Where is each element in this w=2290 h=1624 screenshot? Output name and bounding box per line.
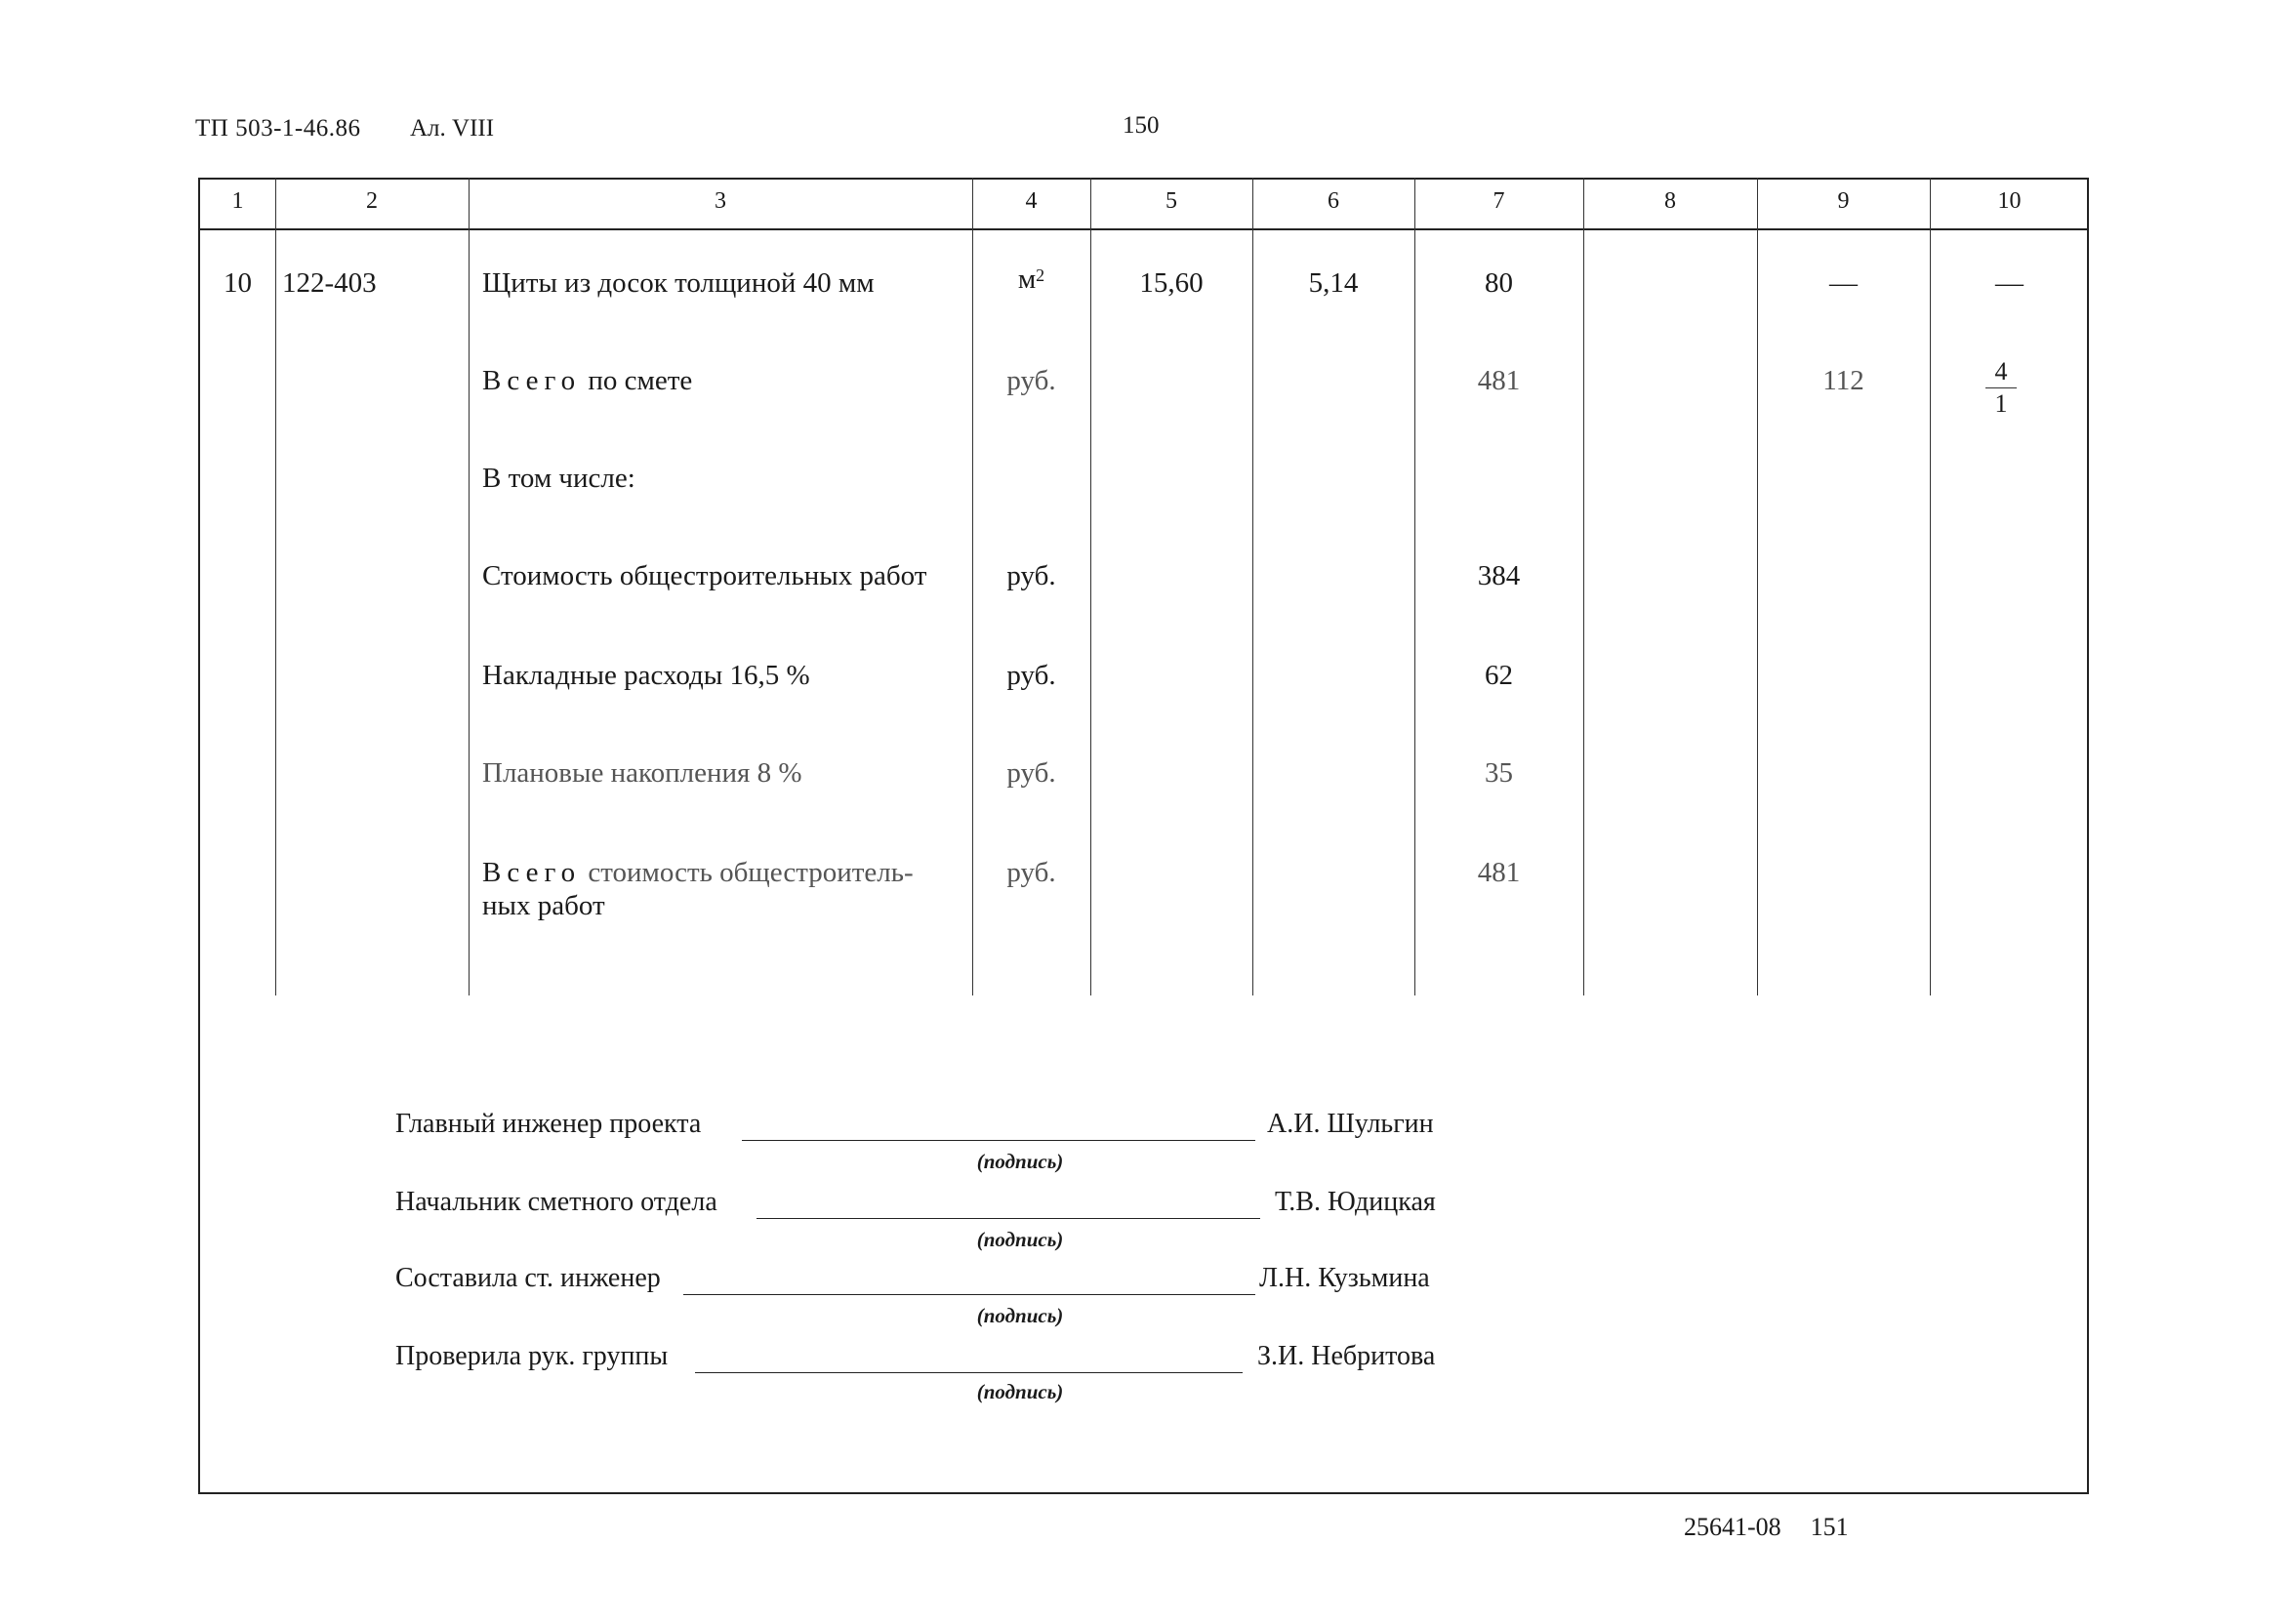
column-header: 4 <box>1025 188 1038 214</box>
item-col5: 15,60 <box>1139 267 1204 299</box>
page-number: 150 <box>1123 112 1160 139</box>
signature-caption: (подпись) <box>976 1380 1064 1403</box>
overhead-label: Накладные расходы 16,5 % <box>482 660 810 691</box>
column-divider <box>275 178 276 995</box>
total-col7: 481 <box>1477 365 1521 396</box>
signature-caption: (подпись) <box>976 1228 1064 1251</box>
signature-line <box>757 1218 1260 1219</box>
column-header: 9 <box>1837 188 1850 214</box>
column-header: 7 <box>1493 188 1505 214</box>
signature-caption: (подпись) <box>976 1304 1064 1327</box>
construction-cost-col7: 384 <box>1477 560 1521 591</box>
total-construction-col7: 481 <box>1477 857 1521 888</box>
construction-cost-label: Стоимость общестроительных работ <box>482 560 927 591</box>
planned-savings-unit: руб. <box>1006 757 1056 789</box>
footer-page-number: 151 <box>1810 1513 1849 1541</box>
column-header: 6 <box>1328 188 1339 214</box>
total-col10-fraction <box>1972 358 2030 418</box>
row-number: 10 <box>224 267 252 299</box>
signature-role: Проверила рук. группы <box>395 1341 669 1371</box>
column-header: 8 <box>1664 188 1676 214</box>
page-footer <box>1684 1513 1878 1542</box>
total-construction-label: Всего стоимость общестроитель- <box>482 857 914 888</box>
signature-name: Т.В. Юдицкая <box>1275 1187 1436 1217</box>
signature-name: З.И. Небритова <box>1257 1341 1436 1371</box>
footer-doc-number: 25641-08 <box>1684 1513 1781 1541</box>
planned-savings-label: Плановые накопления 8 % <box>482 757 802 789</box>
item-unit: $м^2$ <box>1017 264 1045 295</box>
column-divider <box>1090 178 1091 995</box>
column-header: 5 <box>1165 188 1177 214</box>
column-divider <box>1757 178 1758 995</box>
signature-name: Л.Н. Кузьмина <box>1259 1263 1430 1293</box>
column-header: 10 <box>1997 188 2022 214</box>
total-unit: руб. <box>1006 365 1056 396</box>
signature-line <box>695 1372 1243 1373</box>
item-col6: 5,14 <box>1308 267 1359 299</box>
overhead-unit: руб. <box>1006 660 1056 691</box>
column-divider <box>1252 178 1253 995</box>
total-construction-unit: руб. <box>1006 857 1056 888</box>
signature-line <box>683 1294 1255 1295</box>
construction-cost-unit: руб. <box>1006 560 1056 591</box>
signature-name: А.И. Шульгин <box>1267 1109 1434 1139</box>
item-col7: 80 <box>1485 267 1513 299</box>
total-construction-label-line2: ных работ <box>482 890 605 921</box>
total-col9: 112 <box>1822 365 1864 396</box>
column-divider <box>1583 178 1584 995</box>
item-code: 122-403 <box>282 267 377 299</box>
column-header: 2 <box>366 188 378 214</box>
fraction-numerator: 4 <box>1985 358 2017 388</box>
column-header: 1 <box>231 188 244 214</box>
signature-role: Начальник сметного отдела <box>395 1187 717 1217</box>
column-divider <box>1930 178 1931 995</box>
overhead-col7: 62 <box>1485 660 1513 691</box>
signature-line <box>742 1140 1255 1141</box>
column-divider <box>469 178 470 995</box>
item-col10: — <box>1995 267 2024 299</box>
document-code: ТП 503-1-46.86 <box>195 115 361 142</box>
planned-savings-col7: 35 <box>1485 757 1513 789</box>
signature-role: Главный инженер проекта <box>395 1109 702 1139</box>
signature-caption: (подпись) <box>976 1150 1064 1173</box>
sheet-label: Ал. VIII <box>410 115 495 142</box>
item-col9: — <box>1829 267 1858 299</box>
item-name: Щиты из досок толщиной 40 мм <box>482 267 875 299</box>
fraction-denominator: 1 <box>1994 389 2008 418</box>
column-header: 3 <box>715 188 726 214</box>
signature-role: Составила ст. инженер <box>395 1263 661 1293</box>
total-label: Всего по смете <box>482 365 693 396</box>
including-label: В том числе: <box>482 463 635 494</box>
